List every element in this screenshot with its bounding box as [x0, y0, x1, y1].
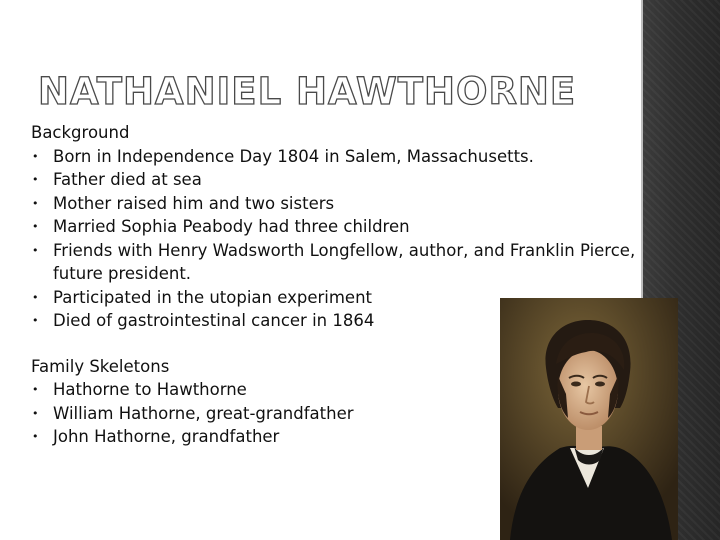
list-item-text: Father died at sea: [53, 170, 202, 189]
list-item: [31, 215, 641, 239]
bullet-icon: •: [32, 196, 39, 210]
bullet-icon: •: [32, 314, 39, 327]
portrait-image: [500, 298, 678, 540]
list-item-text: Friends with Henry Wadsworth Longfellow, author, and Franklin Pierce, future president.: [53, 240, 636, 283]
list-item: [31, 192, 641, 216]
portrait-illustration: [500, 298, 678, 540]
list-item-text: Hathorne to Hawthorne: [53, 380, 247, 399]
list-item: [31, 168, 641, 192]
bullet-icon: •: [32, 243, 39, 257]
list-item-text: Died of gastrointestinal cancer in 1864: [53, 311, 375, 330]
bullet-icon: •: [32, 406, 39, 420]
bullet-icon: •: [32, 149, 39, 163]
bullet-icon: •: [32, 430, 39, 443]
bullet-icon: •: [32, 383, 39, 396]
list-item-text: William Hathorne, great-grandfather: [53, 403, 354, 423]
family-heading: Family Skeletons: [31, 356, 170, 376]
list-item-text: Mother raised him and two sisters: [53, 193, 335, 213]
list-item-text: John Hathorne, grandfather: [53, 427, 280, 446]
list-item: [31, 239, 641, 286]
list-item-text: Born in Independence Day 1804 in Salem, Massachusetts.: [53, 146, 534, 166]
bullet-icon: •: [32, 290, 39, 304]
bullet-icon: •: [32, 173, 39, 186]
background-heading: Background: [31, 123, 130, 142]
list-item-text: Participated in the utopian experiment: [53, 287, 373, 307]
slide-title: NATHANIEL HAWTHORNE: [38, 70, 577, 113]
bullet-icon: •: [32, 220, 39, 233]
list-item-text: Married Sophia Peabody had three children: [53, 217, 410, 236]
list-item: [31, 145, 641, 169]
